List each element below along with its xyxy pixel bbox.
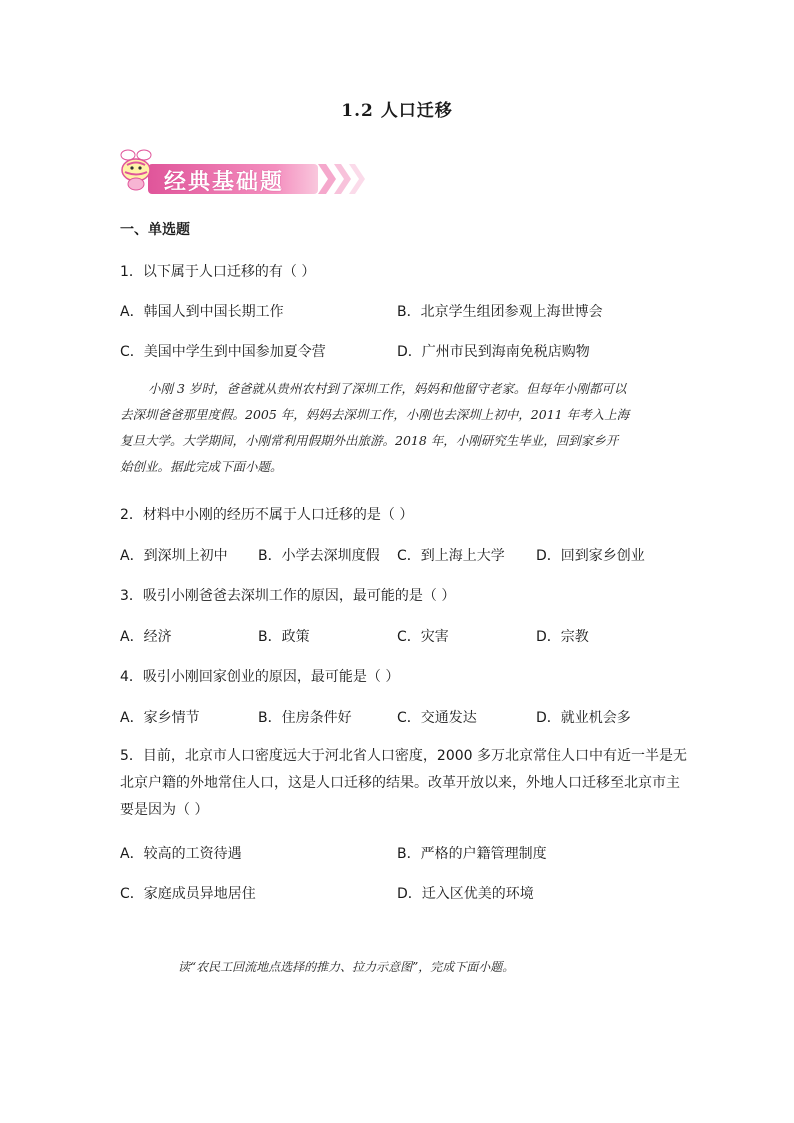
question-1-option-d[interactable]: D．广州市民到海南免税店购物 (397, 344, 590, 360)
question-2-option-a[interactable]: A．到深圳上初中 (120, 548, 228, 564)
question-5-option-b[interactable]: B．严格的户籍管理制度 (397, 846, 547, 862)
question-2-option-c[interactable]: C．到上海上大学 (397, 548, 505, 564)
section-heading: 一、单选题 (120, 222, 190, 238)
question-1-stem: 1．以下属于人口迁移的有（ ） (120, 264, 316, 280)
question-5-stem-line: 要是因为（ ） (120, 802, 209, 818)
question-2-stem: 2．材料中小刚的经历不属于人口迁移的是（ ） (120, 507, 414, 523)
question-1-option-c[interactable]: C．美国中学生到中国参加夏令营 (120, 344, 326, 360)
question-4-option-d[interactable]: D．就业机会多 (536, 710, 631, 726)
question-5-stem (120, 743, 687, 824)
question-5-option-c[interactable]: C．家庭成员异地居住 (120, 886, 256, 902)
question-3-option-b[interactable]: B．政策 (258, 629, 310, 645)
question-2-option-d[interactable]: D．回到家乡创业 (536, 548, 645, 564)
reading-prompt: 读“农民工回流地点选择的推力、拉力示意图”，完成下面小题。 (178, 960, 515, 974)
bee-icon (121, 150, 151, 190)
material-line: 小刚 3 岁时，爸爸就从贵州农村到了深圳工作，妈妈和他留守老家。但每年小刚都可以 (148, 381, 627, 396)
question-3-option-c[interactable]: C．灾害 (397, 629, 449, 645)
question-4-option-b[interactable]: B．住房条件好 (258, 710, 352, 726)
section-banner (114, 146, 376, 198)
question-3-option-d[interactable]: D．宗教 (536, 629, 589, 645)
question-5-stem-line: 北京户籍的外地常住人口，这是人口迁移的结果。改革开放以来，外地人口迁移至北京市主 (120, 775, 680, 791)
material-line: 复旦大学。大学期间，小刚常利用假期外出旅游。2018 年，小刚研究生毕业，回到家乡开 (120, 433, 619, 448)
question-4-option-c[interactable]: C．交通发达 (397, 710, 477, 726)
question-2-option-b[interactable]: B．小学去深圳度假 (258, 548, 380, 564)
banner-label: 经典基础题 (164, 170, 285, 195)
question-1-option-a[interactable]: A．韩国人到中国长期工作 (120, 304, 284, 320)
material-line: 始创业。据此完成下面小题。 (120, 459, 283, 474)
material-line: 去深圳爸爸那里度假。2005 年，妈妈去深圳工作，小刚也去深圳上初中，2011 年考入上海 (120, 407, 630, 422)
question-1-option-b[interactable]: B．北京学生组团参观上海世博会 (397, 304, 603, 320)
question-3-option-a[interactable]: A．经济 (120, 629, 172, 645)
question-4-stem: 4．吸引小刚回家创业的原因，最可能是（ ） (120, 669, 400, 685)
question-5-option-a[interactable]: A．较高的工资待遇 (120, 846, 242, 862)
reading-material (120, 376, 676, 480)
question-5-stem-line: 5．目前，北京市人口密度远大于河北省人口密度，2000 多万北京常住人口中有近一半是无 (120, 748, 687, 764)
question-4-option-a[interactable]: A．家乡情节 (120, 710, 200, 726)
page-title: 1.2 人口迁移 (341, 101, 453, 121)
question-3-stem: 3．吸引小刚爸爸去深圳工作的原因，最可能的是（ ） (120, 588, 456, 604)
question-5-option-d[interactable]: D．迁入区优美的环境 (397, 886, 534, 902)
